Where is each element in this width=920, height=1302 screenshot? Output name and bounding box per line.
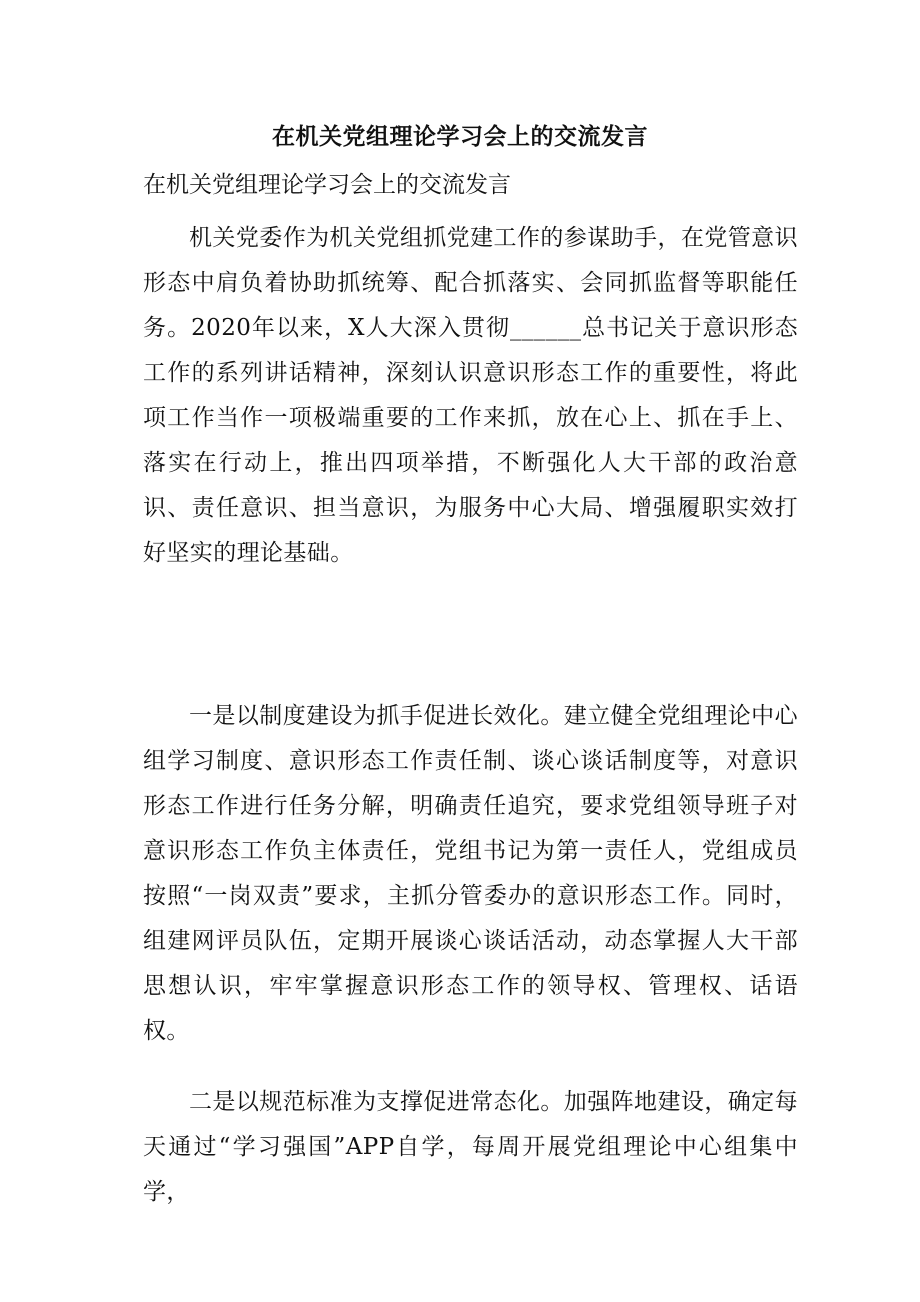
paragraph-measure-one: 一是以制度建设为抓手促进长效化。建立健全党组理论中心组学习制度、意识形态工作责任制、谈心谈话制度等，对意识形态工作进行任务分解，明确责任追究，要求党组领导班子对意识形态工作负主体责任，党组书记为第一责任人，党组成员按照“一岗双责”要求，主抓分管委办的意识形态工作。同时，组建网评员队伍，定期开展谈心谈话活动，动态掌握人大干部思想认识，牢牢掌握意识形态工作的领导权、管理权、话语权。 bbox=[143, 703, 798, 1044]
document-title: 在机关党组理论学习会上的交流发言 bbox=[272, 123, 648, 150]
paragraph-intro: 机关党委作为机关党组抓党建工作的参谋助手，在党管意识形态中肩负着协助抓统筹、配合抓落实、会同抓监督等职能任务。2020年以来，X人大深入贯彻______总书记关于意识形态工作的系列讲话精神，深刻认识意识形态工作的重要性，将此项工作当作一项极端重要的工作来抓，放在心上、抓在手上、落实在行动上，推出四项举措，不断强化人大干部的政治意识、责任意识、担当意识，为服务中心大局、增强履职实效打好坚实的理论基础。 bbox=[143, 225, 798, 566]
document-subtitle: 在机关党组理论学习会上的交流发言 bbox=[143, 172, 511, 198]
paragraph-measure-two: 二是以规范标准为支撑促进常态化。加强阵地建设，确定每天通过“学习强国”APP自学，每周开展党组理论中心组集中学， bbox=[143, 1089, 798, 1205]
